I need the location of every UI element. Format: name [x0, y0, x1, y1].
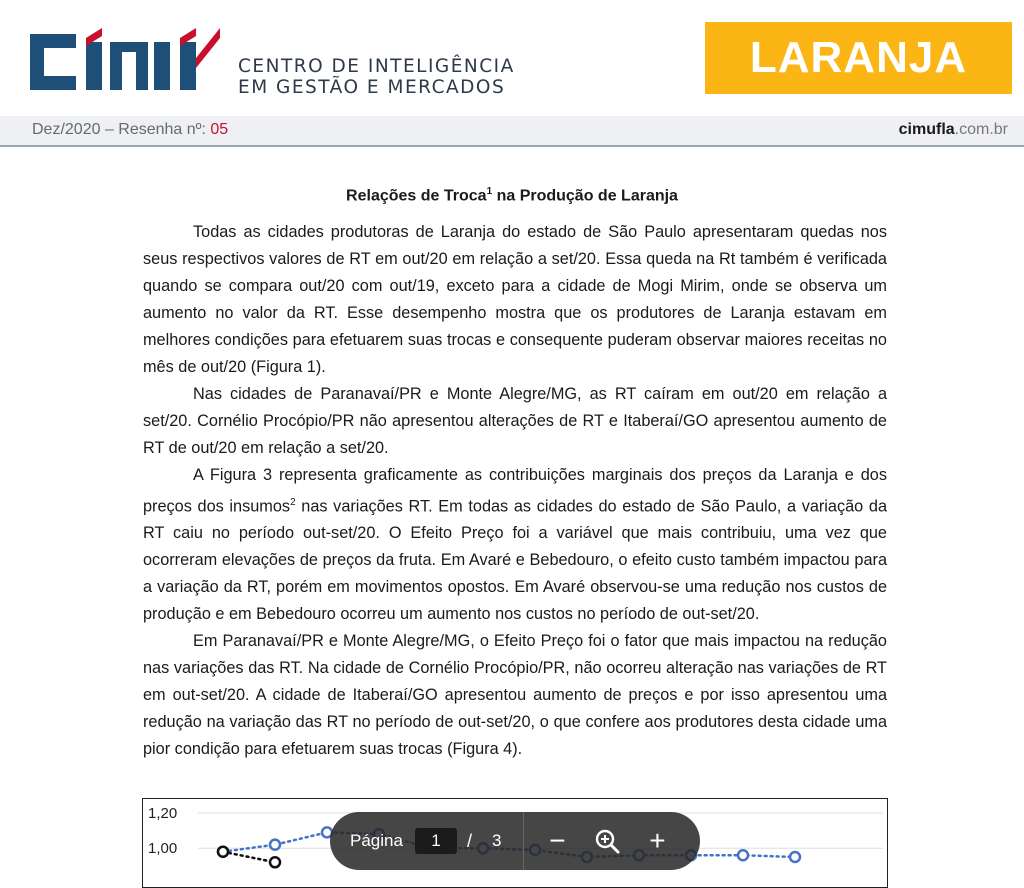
y-tick-label: 1,00 [148, 840, 178, 858]
organization-name [238, 56, 515, 98]
data-point-blue [738, 850, 748, 860]
page-number-input[interactable]: 1 [415, 828, 457, 854]
pdf-viewer-toolbar [330, 812, 700, 870]
product-banner [705, 22, 1012, 94]
paragraph-3-text-a: A Figura 3 representa graficamente as contribuições marginais dos preços da Laranja e dos preços dos insumos [143, 466, 887, 516]
issue-info [32, 121, 228, 139]
data-point-blue [270, 840, 280, 850]
article-body [143, 219, 887, 763]
zoom-out-button[interactable]: − [549, 825, 566, 856]
zoom-reset-button[interactable] [590, 824, 624, 858]
footnote-ref-2: 2 [290, 497, 296, 508]
data-point-black [270, 857, 280, 867]
paragraph-1: Todas as cidades produtoras de Laranja do estado de São Paulo apresentaram quedas nos seus respectivos valores de RT em out/20 em relação a set/20. Essa queda na Rt também é verificada quando se compara out/20 com out/19, exceto para a cidade de Mogi Mirim, onde se observa um aumento no valor da RT. Esse desempenho mostra que os produtores de Laranja estavam em melhores condições para efetuarem suas trocas e consequente puderam observar maiores receitas no mês de out/20 (Figura 1). [143, 223, 887, 376]
y-tick-label: 1,20 [148, 805, 178, 822]
issue-number: 05 [210, 121, 229, 138]
cim-logo [30, 28, 220, 94]
banner-title: LARANJA [749, 33, 968, 82]
series-line-black [223, 852, 275, 863]
org-name-line2: EM GESTÃO E MERCADOS [238, 77, 506, 98]
page-label: Página [350, 831, 403, 850]
issue-bar [0, 116, 1024, 147]
data-point-black [218, 847, 228, 857]
site-domain: .com.br [954, 121, 1008, 138]
site-link[interactable] [899, 121, 1008, 139]
paragraph-2: Nas cidades de Paranavaí/PR e Monte Alegre/MG, as RT caíram em out/20 em relação a set/20. Cornélio Procópio/PR não apresentou alterações de RT e Itaberaí/GO apresentou aumento de RT de out/20 em relação a set/20. [143, 385, 887, 457]
title-text-b: na Produção de Laranja [492, 187, 678, 205]
toolbar-divider [523, 812, 524, 870]
title-footnote-ref: 1 [486, 186, 493, 197]
data-point-blue [790, 852, 800, 862]
paragraph-4: Em Paranavaí/PR e Monte Alegre/MG, o Efeito Preço foi o fator que mais impactou na redução nas variações das RT. Na cidade de Cornélio Procópio/PR, não ocorreu alteração nas variações de RT em out-set/20. A cidade de Itaberaí/GO apresentou aumento de preços e por isso apresentou uma redução na variação das RT no período de out-set/20, o que confere aos produtores desta cidade uma pior condição para efetuarem suas trocas (Figura 4). [143, 632, 887, 759]
paragraph-3 [143, 462, 887, 628]
issue-prefix: Dez/2020 – Resenha nº: [32, 121, 211, 138]
zoom-in-button[interactable]: + [649, 825, 666, 856]
page-separator: / [466, 830, 472, 851]
magnifier-icon [594, 828, 620, 854]
paragraph-3-text-b: nas variações RT. Em todas as cidades do estado de São Paulo, a variação da RT caiu no período out-set/20. O Efeito Preço foi a variável que mais contribuiu, uma vez que ocorreram elevações de preços da fruta. Em Avaré e Bebedouro, o efeito custo também impactou para a variação da RT, porém em movimentos opostos. Em Avaré observou-se uma redução nos custos de produção e em Bebedouro ocorreu um aumento nos custos no período de out-set/20. [143, 497, 887, 624]
article-title [0, 186, 1024, 205]
title-text-a: Relações de Troca [346, 187, 487, 205]
site-name: cimufla [898, 121, 955, 138]
total-pages: 3 [491, 831, 502, 850]
org-name-line1: CENTRO DE INTELIGÊNCIA [238, 56, 515, 77]
